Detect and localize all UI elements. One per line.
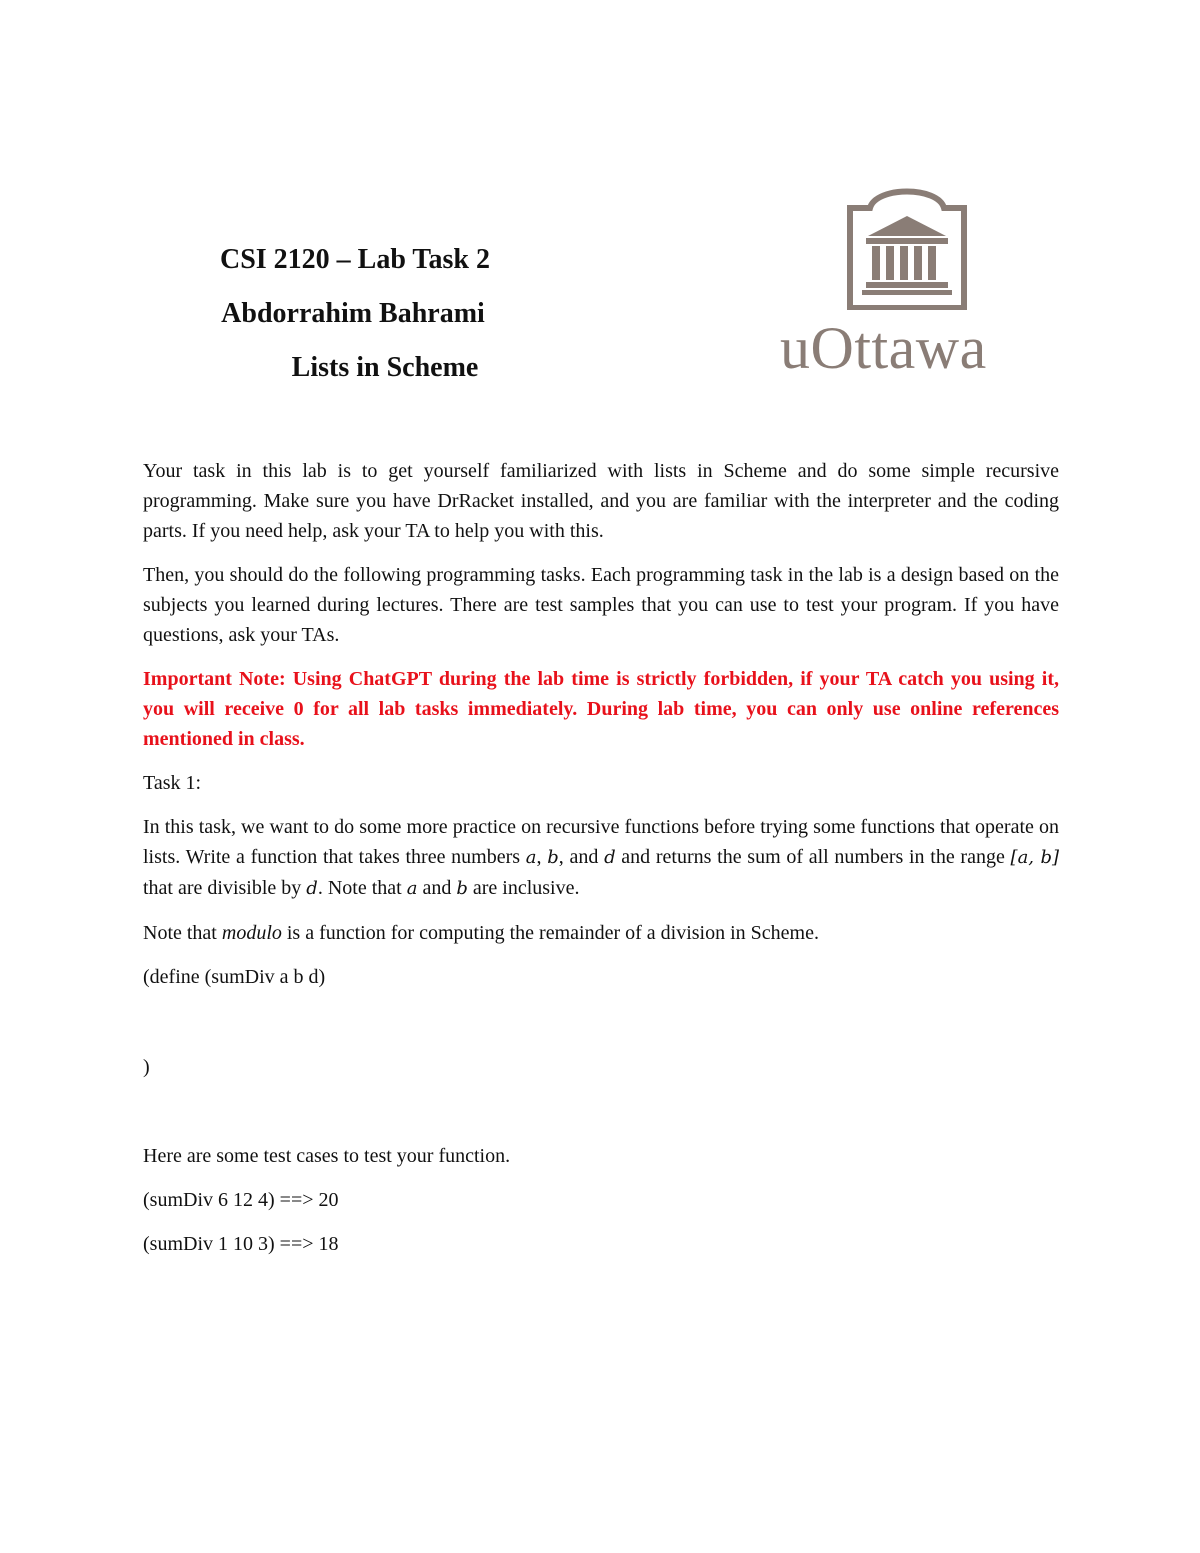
task1-description <box>143 812 1059 904</box>
modulo-word: modulo <box>221 922 282 944</box>
math-var-b: b <box>547 847 559 868</box>
author-name: Abdorrahim Bahrami <box>221 298 485 329</box>
intro-paragraph-2: Then, you should do the following programming tasks. Each programming task in the lab is a design based on the subjects you learned during lectures. There are test samples that you can use to test your program. If you have questions, ask your TAs. <box>143 564 1059 646</box>
task1-desc-text: . Note that <box>317 877 407 899</box>
test-case-2: (sumDiv 1 10 3) ==> 18 <box>143 1233 339 1255</box>
uottawa-logo <box>776 178 1038 403</box>
task1-desc-text: In this task, we want to do some more practice on recursive functions before trying some functions that operate on lists. Write a function that takes three numbers <box>143 816 1059 868</box>
uottawa-wordmark: uOttawa <box>780 315 987 381</box>
math-var-b: b <box>456 878 468 899</box>
task1-desc-text: , and <box>558 846 605 868</box>
course-title: CSI 2120 – Lab Task 2 <box>219 244 490 275</box>
task1-desc-text: are inclusive. <box>467 877 580 899</box>
title-block <box>150 238 590 400</box>
important-note: Important Note: Using ChatGPT during the lab time is strictly forbidden, if your TA catch you using it, you will receive 0 for all lab tasks immediately. During lab time, you can only use online references mentioned in class. <box>143 668 1059 750</box>
body-text <box>143 456 1059 1273</box>
modulo-note-text: is a function for computing the remainder of a division in Scheme. <box>281 922 819 944</box>
task1-desc-text: , <box>536 846 548 868</box>
university-building-icon <box>846 178 968 310</box>
modulo-note <box>143 918 1059 948</box>
math-var-d: d <box>604 847 616 868</box>
intro-paragraph-1: Your task in this lab is to get yourself familiarized with lists in Scheme and do some simple recursive programming. Make sure you have DrRacket installed, and you are familiar with the interpreter and the coding parts. If you need help, ask your TA to help you with this. <box>143 460 1059 542</box>
math-range: [a, b] <box>1010 847 1060 868</box>
modulo-note-text: Note that <box>143 922 222 944</box>
blank-space <box>143 1006 1059 1052</box>
code-close-line: ) <box>143 1056 150 1078</box>
task1-desc-text: and returns the sum of all numbers in the range <box>615 846 1011 868</box>
test-case-1: (sumDiv 6 12 4) ==> 20 <box>143 1189 339 1211</box>
blank-space <box>143 1096 1059 1141</box>
task1-desc-text: that are divisible by <box>143 877 307 899</box>
code-define-line: (define (sumDiv a b d) <box>143 966 326 988</box>
tests-intro: Here are some test cases to test your function. <box>143 1145 511 1167</box>
task1-desc-text: and <box>417 877 457 899</box>
math-var-a: a <box>525 847 537 868</box>
math-var-d: d <box>306 878 318 899</box>
topic-title: Lists in Scheme <box>291 352 479 383</box>
math-var-a: a <box>406 878 418 899</box>
task1-heading: Task 1: <box>143 772 202 794</box>
